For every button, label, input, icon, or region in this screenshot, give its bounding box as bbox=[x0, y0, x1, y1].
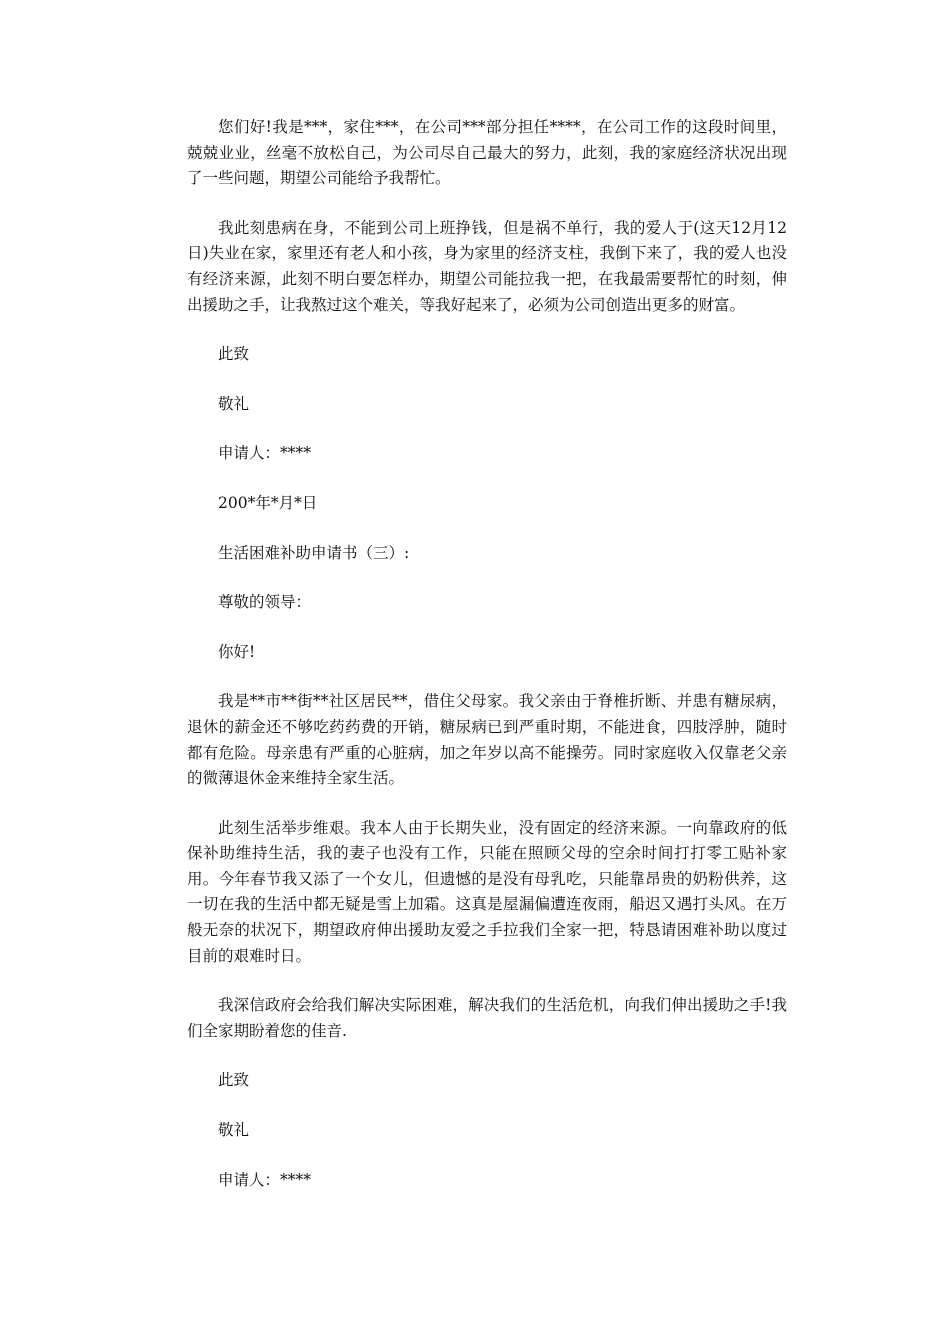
closing-cizhi-2: 此致 bbox=[218, 1071, 250, 1090]
closing-jingli-2: 敬礼 bbox=[218, 1121, 250, 1140]
salutation: 尊敬的领导： bbox=[218, 593, 312, 612]
paragraph-illness-situation: 我此刻患病在身，不能到公司上班挣钱，但是祸不单行，我的爱人于(这天12月12日)失业在家，家里还有老人和小孩，身为家里的经济支柱，我倒下来了，我的爱人也没有经济来源，此刻不明白要怎样办，期望公司能拉我一把，在我最需要帮忙的时刻，伸出援助之手，让我熬过这个难关，等我好起来了，必须为公司创造出更多的财富。 bbox=[187, 218, 787, 314]
closing-cizhi: 此致 bbox=[218, 345, 250, 364]
applicant-signature-2: 申请人：**** bbox=[218, 1170, 312, 1189]
closing-jingli: 敬礼 bbox=[218, 394, 250, 413]
document-body bbox=[187, 115, 787, 1217]
paragraph-greeting-intro: 您们好!我是***，家住***，在公司***部分担任****，在公司工作的这段时间里，兢兢业业，丝毫不放松自己，为公司尽自己最大的努力，此刻，我的家庭经济状况出现了一些问题，期望公司能给予我帮忙。 bbox=[187, 118, 787, 188]
section-title: 生活困难补助申请书（三）: bbox=[218, 543, 410, 562]
greeting: 你好! bbox=[218, 642, 256, 661]
paragraph-living-hardship: 此刻生活举步维艰。我本人由于长期失业，没有固定的经济来源。一向靠政府的低保补助维持生活，我的妻子也没有工作，只能在照顾父母的空余时间打打零工贴补家用。今年春节我又添了一个女儿，但遗憾的是没有母乳吃，只能靠昂贵的奶粉供养，这一切在我的生活中都无疑是雪上加霜。这真是屋漏偏遭连夜雨，船迟又遇打头风。在万般无奈的状况下，期望政府伸出援助友爱之手拉我们全家一把，特恳请困难补助以度过目前的艰难时日。 bbox=[187, 818, 787, 965]
paragraph-request: 我深信政府会给我们解决实际困难，解决我们的生活危机，向我们伸出援助之手!我们全家期盼着您的佳音. bbox=[187, 996, 787, 1040]
applicant-signature: 申请人：**** bbox=[218, 444, 312, 463]
paragraph-family-situation: 我是**市**街**社区居民**，借住父母家。我父亲由于脊椎折断、并患有糖尿病，退休的薪金还不够吃药药费的开销，糖尿病已到严重时期，不能进食，四肢浮肿，随时都有危险。母亲患有严重的心脏病，加之年岁以高不能操劳。同时家庭收入仅靠老父亲的微薄退休金来维持全家生活。 bbox=[187, 692, 787, 788]
date-line: 200*年*月*日 bbox=[218, 493, 318, 512]
